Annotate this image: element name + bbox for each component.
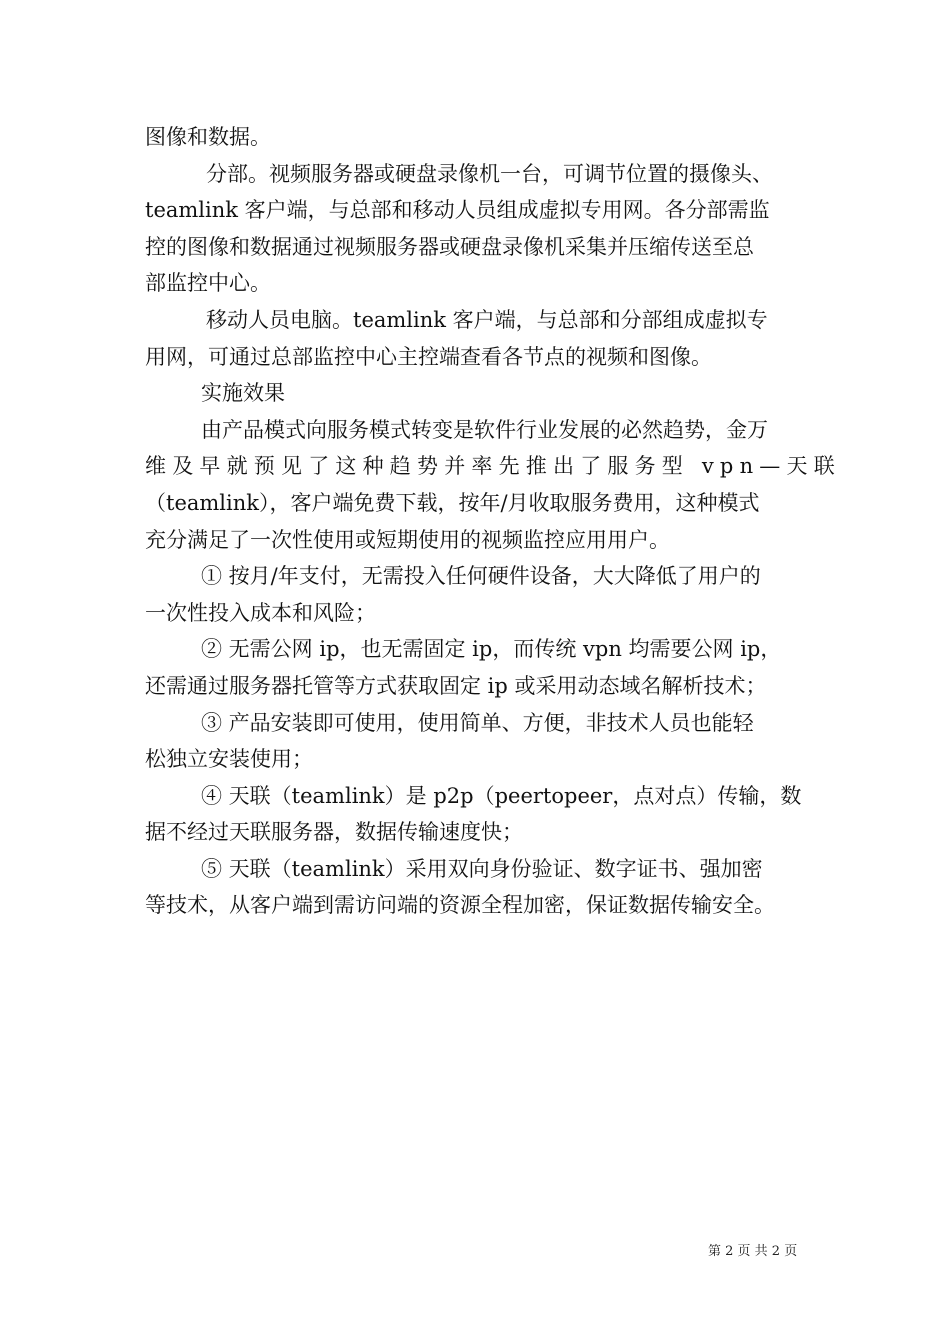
text-line: 充分满足了一次性使用或短期使用的视频监控应用用户。: [145, 527, 670, 552]
text-line: 移动人员电脑。teamlink 客户端，与总部和分部组成虚拟专: [206, 307, 768, 332]
text-line: 等技术，从客户端到需访问端的资源全程加密，保证数据传输安全。: [145, 893, 775, 918]
text-line: 用网，可通过总部监控中心主控端查看各节点的视频和图像。: [145, 344, 712, 369]
text-line: 由产品模式向服务模式转变是软件行业发展的必然趋势，金万: [201, 417, 768, 442]
list-item: ① 按月/年支付，无需投入任何硬件设备，大大降低了用户的: [201, 564, 761, 589]
list-item: ② 无需公网 ip，也无需固定 ip，而传统 vpn 均需要公网 ip，: [201, 637, 782, 662]
text-line: 维及早就预见了这种趋势并率先推出了服务型 vpn—天联: [145, 454, 841, 479]
section-heading: 实施效果: [201, 381, 285, 406]
text-line: 一次性投入成本和风险；: [145, 600, 376, 625]
list-item: ④ 天联（teamlink）是 p2p（peertopeer，点对点）传输，数: [201, 783, 802, 808]
list-item: ⑤ 天联（teamlink）采用双向身份验证、数字证书、强加密: [201, 856, 763, 881]
text-line: 据不经过天联服务器，数据传输速度快；: [145, 820, 523, 845]
text-line: 部监控中心。: [145, 271, 271, 296]
text-line: 还需通过服务器托管等方式获取固定 ip 或采用动态域名解析技术；: [145, 673, 767, 698]
page-number-footer: 第 2 页 共 2 页: [708, 1244, 798, 1259]
text-line: 松独立安装使用；: [145, 747, 313, 772]
text-line: （teamlink），客户端免费下载，按年/月收取服务费用，这种模式: [145, 490, 760, 515]
text-line: 控的图像和数据通过视频服务器或硬盘录像机采集并压缩传送至总: [145, 234, 754, 259]
body-text: [145, 119, 841, 924]
text-line: 图像和数据。: [145, 125, 271, 149]
text-line: teamlink 客户端，与总部和移动人员组成虚拟专用网。各分部需监: [145, 198, 770, 223]
text-line: 分部。视频服务器或硬盘录像机一台，可调节位置的摄像头、: [206, 161, 773, 186]
list-item: ③ 产品安装即可使用，使用简单、方便，非技术人员也能轻: [201, 710, 754, 735]
